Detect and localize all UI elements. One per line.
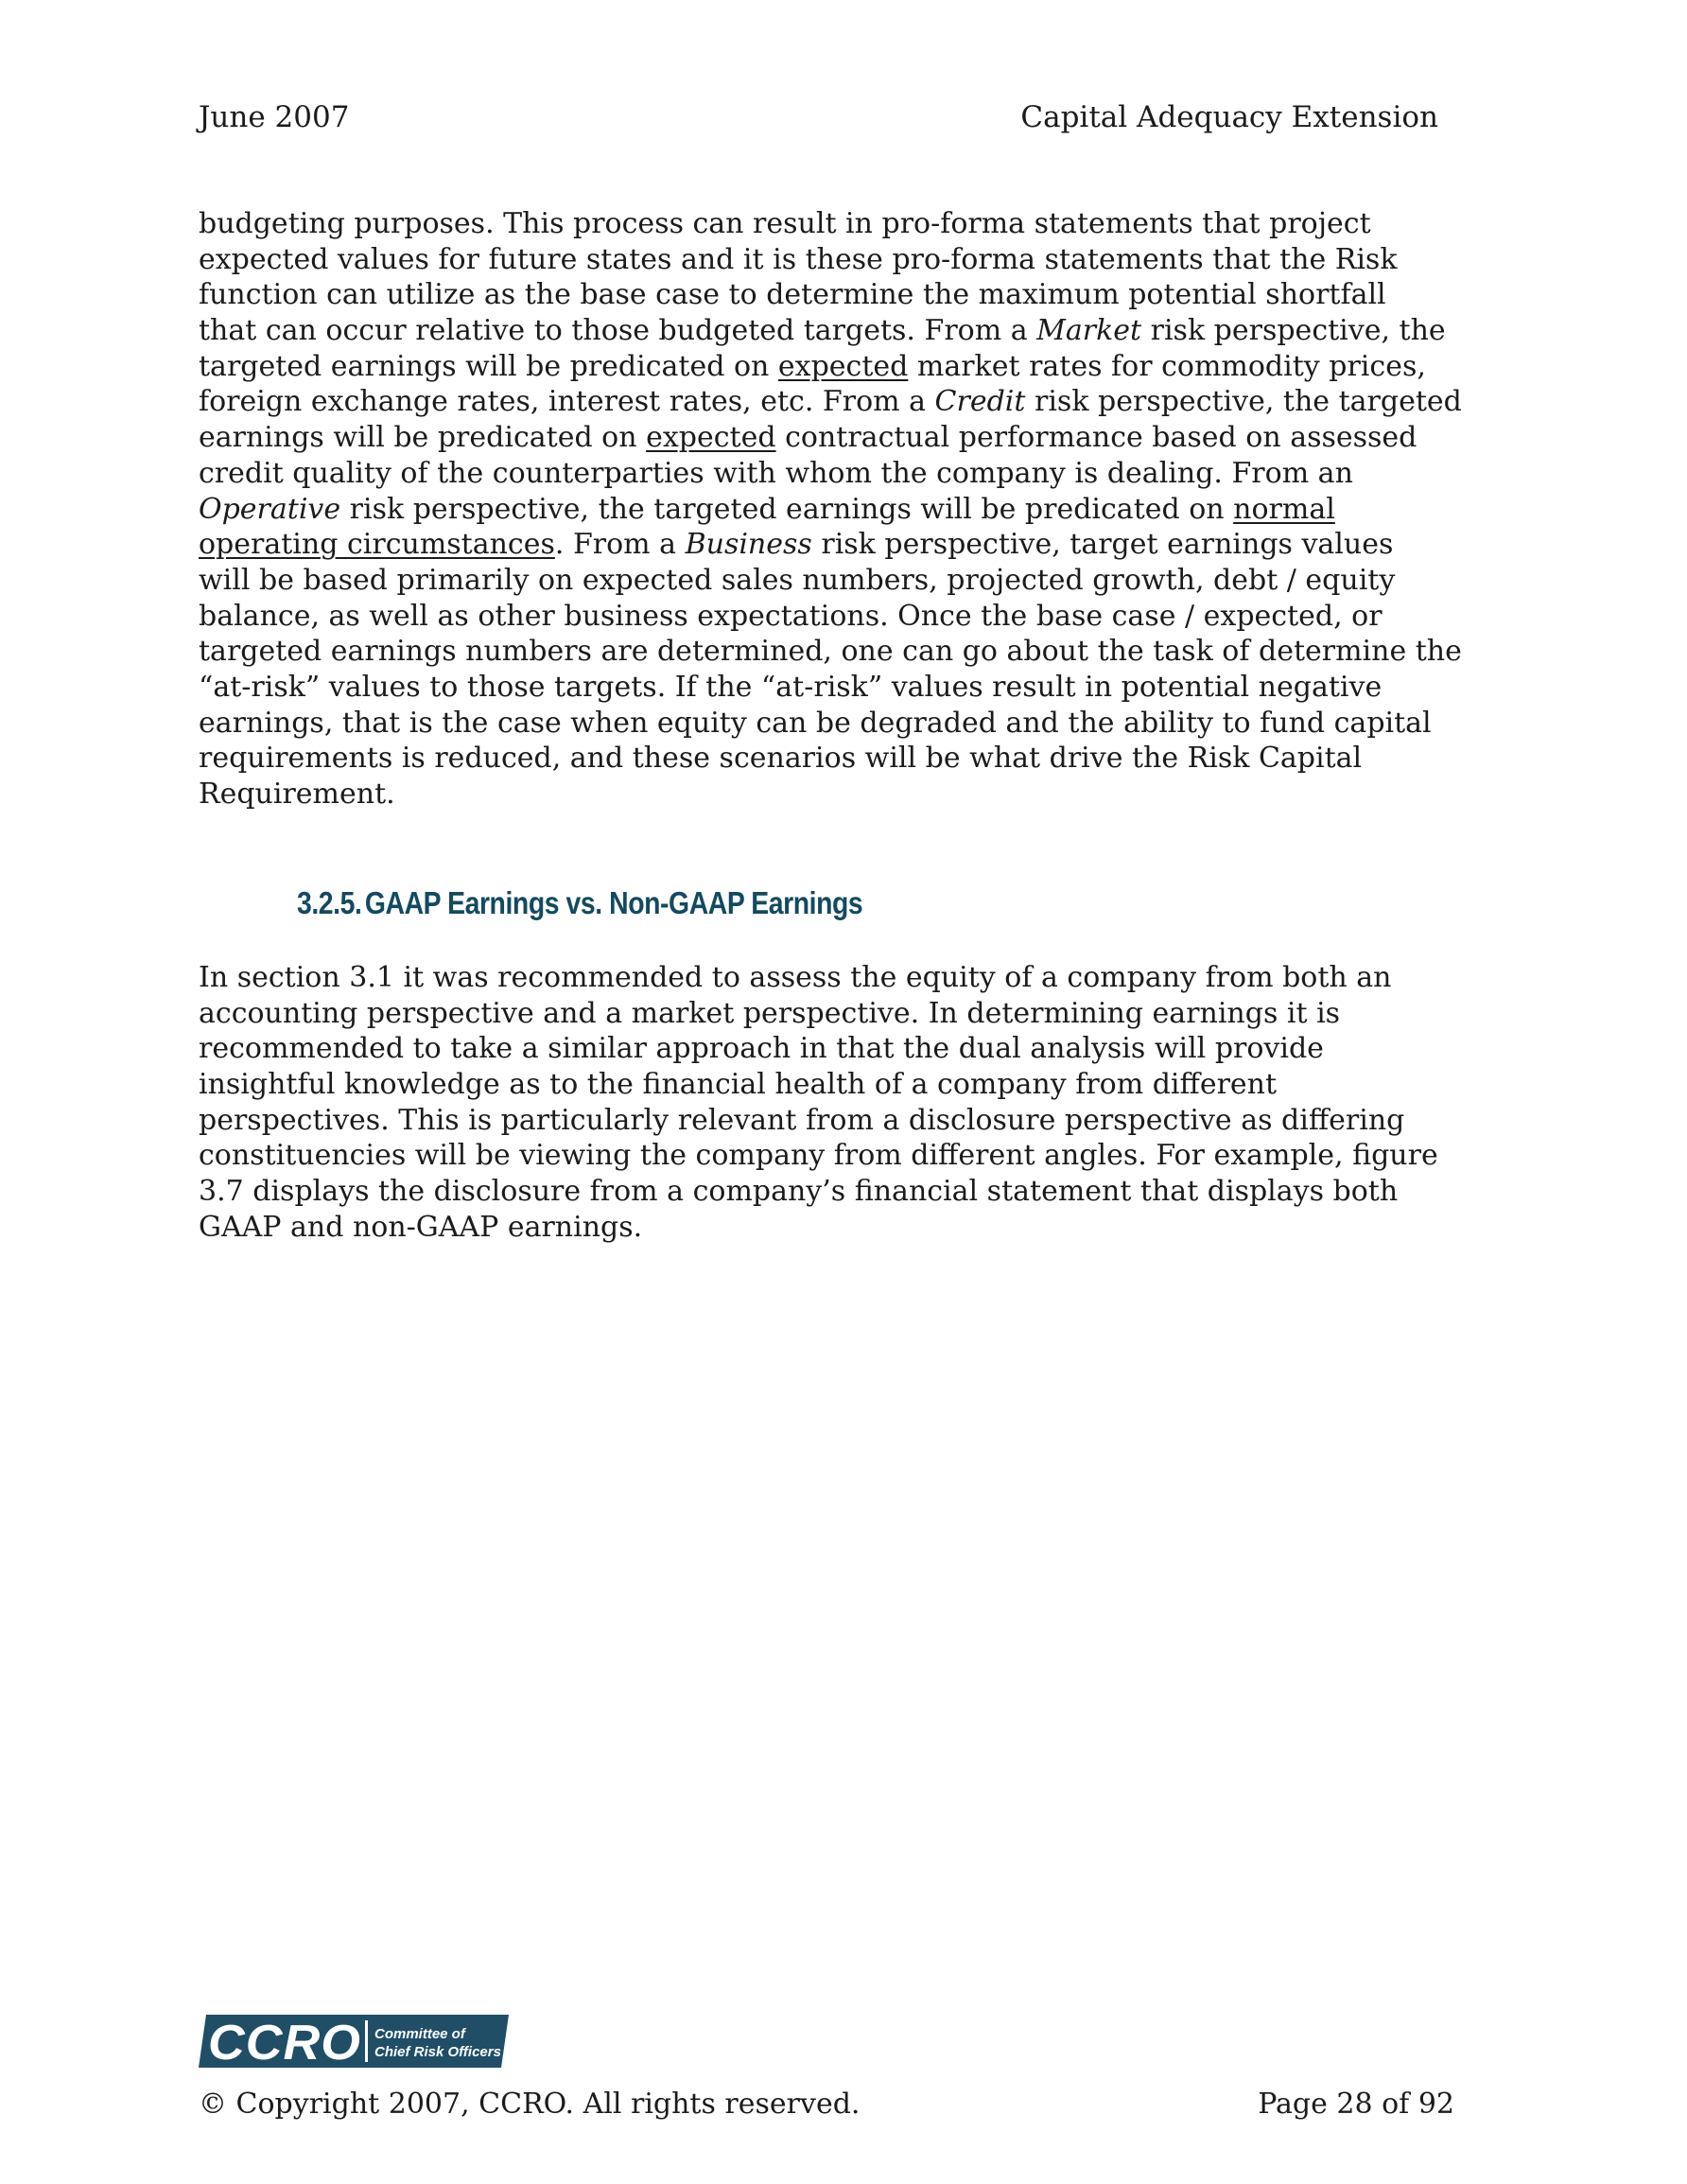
text-line: that can occur relative to those budgeted targets. From a Market risk perspective, the [199, 314, 1446, 348]
text-line: Operative risk perspective, the targeted earnings will be predicated on normal [199, 492, 1335, 526]
underlined-term: expected [646, 421, 776, 455]
text-line: GAAP and non-GAAP earnings. [199, 1210, 643, 1244]
header-date: June 2007 [199, 100, 350, 134]
text-line: requirements is reduced, and these scenarios will be what drive the Risk Capital [199, 742, 1363, 776]
italic-term: Credit [934, 385, 1026, 419]
ccro-logo [199, 2015, 509, 2068]
italic-term: Business [685, 528, 812, 562]
text-line: earnings, that is the case when equity can be degraded and the ability to fund capital [199, 706, 1432, 740]
text-line: foreign exchange rates, interest rates, etc. From a Credit risk perspective, the targeted [199, 385, 1462, 419]
section-number: 3.2.5. [297, 885, 362, 920]
body-paragraph-2 [199, 960, 1522, 1246]
underlined-term: expected [777, 349, 909, 383]
text-line: balance, as well as other business expectations. Once the base case / expected, or [199, 599, 1383, 633]
section-title: GAAP Earnings vs. Non-GAAP Earnings [364, 885, 863, 920]
text-line: credit quality of the counterparties with whom the company is dealing. From an [199, 456, 1353, 490]
text-line: In section 3.1 it was recommended to assess the equity of a company from both an [199, 961, 1392, 994]
text-line: targeted earnings numbers are determined, one can go about the task of determine the [199, 635, 1462, 669]
text-line: “at-risk” values to those targets. If the “at-risk” values result in potential negative [199, 670, 1383, 704]
logo-divider [365, 2020, 368, 2062]
logo-line-2: Chief Risk Officers [374, 2044, 501, 2060]
logo-mark: CCRO [208, 2016, 361, 2068]
section-heading [297, 882, 862, 924]
body-paragraph-1 [199, 206, 1522, 812]
italic-term: Market [1036, 314, 1142, 348]
footer-copyright: © Copyright 2007, CCRO. All rights reserved. [199, 2088, 861, 2121]
logo-line-1: Committee of [374, 2026, 465, 2042]
text-line: 3.7 displays the disclosure from a company’s financial statement that displays both [199, 1175, 1399, 1209]
text-line: budgeting purposes. This process can result in pro-forma statements that project [199, 207, 1371, 240]
text-line: will be based primarily on expected sales numbers, projected growth, debt / equity [199, 563, 1396, 597]
italic-term: Operative [199, 492, 341, 526]
text-line: insightful knowledge as to the financial health of a company from different [199, 1068, 1278, 1102]
underlined-term: normal [1233, 492, 1335, 526]
footer-page-number: Page 28 of 92 [1258, 2088, 1454, 2121]
underlined-term: operating circumstances [199, 528, 555, 562]
text-line: operating circumstances. From a Business risk perspective, target earnings values [199, 528, 1394, 562]
text-line: earnings will be predicated on expected contractual performance based on assessed [199, 421, 1417, 455]
text-line: recommended to take a similar approach in that the dual analysis will provide [199, 1032, 1324, 1066]
text-line: targeted earnings will be predicated on expected market rates for commodity prices, [199, 349, 1426, 383]
text-line: expected values for future states and it is these pro-forma statements that the Risk [199, 242, 1398, 276]
text-line: perspectives. This is particularly relevant from a disclosure perspective as differing [199, 1103, 1405, 1137]
text-line: accounting perspective and a market perspective. In determining earnings it is [199, 996, 1341, 1030]
header-title: Capital Adequacy Extension [1020, 100, 1438, 134]
text-line: constituencies will be viewing the company from different angles. For example, figure [199, 1139, 1438, 1173]
text-line: Requirement. [199, 778, 395, 811]
text-line: function can utilize as the base case to determine the maximum potential shortfall [199, 278, 1386, 312]
